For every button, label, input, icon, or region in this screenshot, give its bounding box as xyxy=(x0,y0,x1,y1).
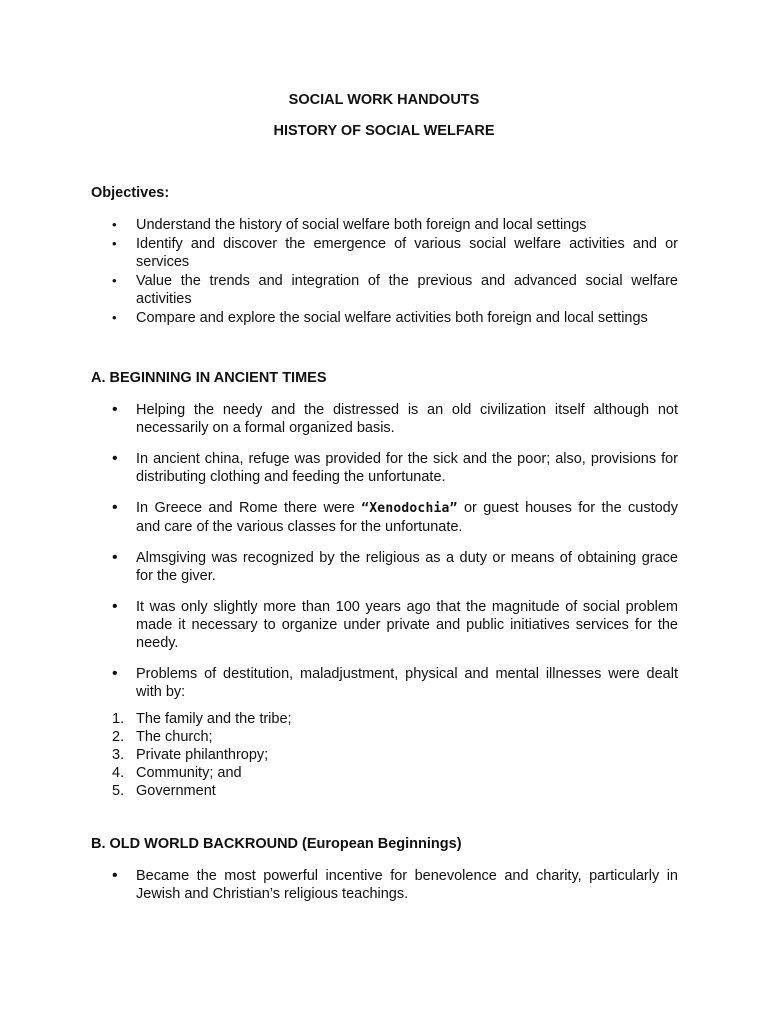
document-title: SOCIAL WORK HANDOUTS xyxy=(288,92,480,108)
list-item xyxy=(112,665,678,701)
bullet-icon: • xyxy=(112,217,117,232)
objectives-heading: Objectives: xyxy=(91,185,170,201)
bullet-icon: • xyxy=(112,598,118,615)
item-number: 1. xyxy=(112,711,125,727)
item-number: 3. xyxy=(112,747,125,763)
item-number: 5. xyxy=(112,783,125,799)
section-b-heading: B. OLD WORLD BACKROUND (European Beginnings) xyxy=(91,836,462,852)
list-item xyxy=(112,450,678,486)
list-item-text: Identify and discover the emergence of various social welfare activities and or services xyxy=(136,236,678,270)
list-item-text: Problems of destitution, maladjustment, physical and mental illnesses were dealt with by: xyxy=(136,666,678,700)
bullet-icon: • xyxy=(112,310,117,325)
numbered-item xyxy=(112,728,292,746)
list-item-text: Compare and explore the social welfare activities both foreign and local settings xyxy=(136,310,648,326)
list-item xyxy=(112,272,678,308)
numbered-item-text: Community; and xyxy=(136,765,242,781)
section-a-heading: A. BEGINNING IN ANCIENT TIMES xyxy=(91,370,327,386)
bullet-icon: • xyxy=(112,867,118,884)
document-subtitle: HISTORY OF SOCIAL WELFARE xyxy=(273,123,495,139)
objectives-list xyxy=(112,216,678,328)
bullet-icon: • xyxy=(112,450,118,467)
numbered-item-text: Private philanthropy; xyxy=(136,747,269,763)
bullet-icon: • xyxy=(112,273,117,288)
list-item-text: Helping the needy and the distressed is an old civilization itself although not necessarily on a formal organized basis. xyxy=(136,402,678,436)
list-item xyxy=(112,549,678,585)
bullet-icon: • xyxy=(112,401,118,418)
section-a-numbered-list xyxy=(112,710,292,800)
list-item-text xyxy=(136,499,678,536)
numbered-item xyxy=(112,764,292,782)
list-item-text: Almsgiving was recognized by the religious as a duty or means of obtaining grace for the giver. xyxy=(136,550,678,584)
list-item xyxy=(112,867,678,903)
list-item xyxy=(112,216,678,234)
list-item xyxy=(112,401,678,437)
list-item-text: It was only slightly more than 100 years ago that the magnitude of social problem made it necessary to organize under private and public initiatives services for the needy. xyxy=(136,599,678,651)
bullet-icon: • xyxy=(112,236,117,251)
list-item-text-before: In Greece and Rome there were xyxy=(136,500,362,516)
numbered-item-text: Government xyxy=(136,783,216,799)
list-item-text: Understand the history of social welfare both foreign and local settings xyxy=(136,217,587,233)
list-item xyxy=(112,499,678,536)
xenodochia-term: “Xenodochia” xyxy=(361,501,458,516)
list-item xyxy=(112,598,678,652)
item-number: 2. xyxy=(112,729,125,745)
numbered-item xyxy=(112,782,292,800)
numbered-item-text: The family and the tribe; xyxy=(136,711,292,727)
numbered-item-text: The church; xyxy=(136,729,213,745)
list-item-text: In ancient china, refuge was provided for the sick and the poor; also, provisions for distributing clothing and feeding the unfortunate. xyxy=(136,451,678,485)
bullet-icon: • xyxy=(112,665,118,682)
bullet-icon: • xyxy=(112,549,118,566)
item-number: 4. xyxy=(112,765,125,781)
bullet-icon: • xyxy=(112,499,118,516)
list-item-text-after: or guest houses for the custody and care of the various classes for the unfortunate. xyxy=(136,500,678,535)
numbered-item xyxy=(112,746,292,764)
list-item-text: Became the most powerful incentive for benevolence and charity, particularly in Jewish and Christian’s religious teachings. xyxy=(136,868,678,902)
section-a-list xyxy=(112,401,678,714)
list-item xyxy=(112,235,678,271)
section-b-list xyxy=(112,867,678,903)
numbered-item xyxy=(112,710,292,728)
list-item-text: Value the trends and integration of the previous and advanced social welfare activities xyxy=(136,273,678,307)
list-item xyxy=(112,309,678,327)
